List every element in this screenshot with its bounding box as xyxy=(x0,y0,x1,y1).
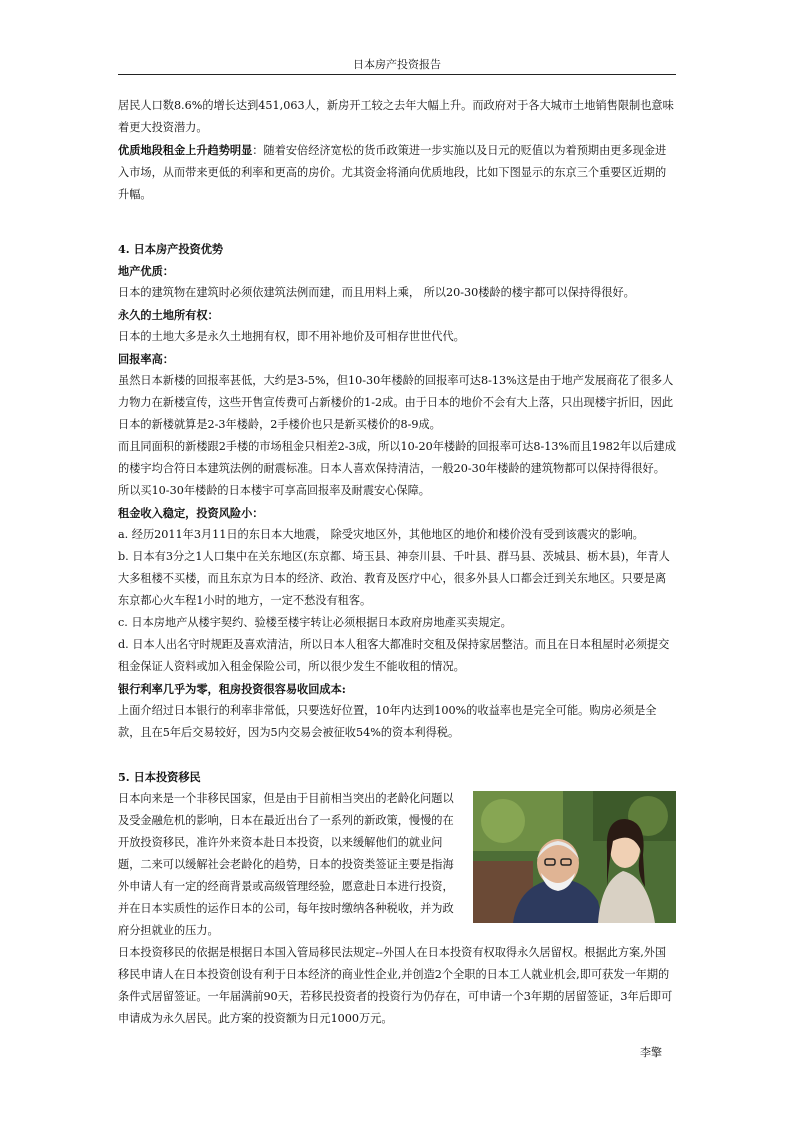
quality-text: 日本的建筑物在建筑时必须依建筑法例而建，而且用料上乘， 所以20-30楼龄的楼宇都可以保持得很好。 xyxy=(118,286,635,299)
freehold-text: 日本的土地大多是永久土地拥有权，即不用补地价及可相存世世代代。 xyxy=(118,330,465,343)
yield-heading: 回报率高： xyxy=(118,352,174,366)
rent-trend-label: 优质地段租金上升趋势明显 xyxy=(118,143,253,157)
quality-heading: 地产优质： xyxy=(118,264,174,278)
intro-paragraph: 居民人口数8.6%的增长达到451,063人，新房开工较之去年大幅上升。而政府对于各大城市土地销售限制也意味着更大投资潜力。 xyxy=(118,99,674,134)
interest-rate-heading: 银行利率几乎为零，租房投资很容易收回成本: xyxy=(118,682,346,696)
stable-rent-item-a: a. 经历2011年3月11日的东日本大地震， 除受灾地区外，其他地区的地价和楼价没有受到该震灾的影响。 xyxy=(118,528,644,541)
document-body xyxy=(118,95,676,1030)
yield-text-2: 而且同面积的新楼跟2手楼的市场租金只相差2-3成，所以10-20年楼龄的回报率可达8-13%而且1982年以后建成的楼宇均合符日本建筑法例的耐震标准。日本人喜欢保持清洁，一般20-30年楼龄的建筑物都可以保持得很好。所以买10-30年楼龄的日本楼宇可享高回报率及耐震安心保障。 xyxy=(118,440,676,497)
immigration-intro-text: 日本向来是一个非移民国家，但是由于目前相当突出的老龄化问题以及受金融危机的影响，日本在最近出台了一系列的新政策，慢慢的在开放投资移民，准许外来资本赴日本投资，以来缓解他们的就业问题，二来可以缓解社会老龄化的趋势，日本的投资类签证主要是指海外申请人有一定的经商背景或高级管理经验，愿意赴日本进行投资，并在日本实质性的运作日本的公司，每年按时缴纳各种税收，并为政府分担就业的压力。 xyxy=(118,792,454,937)
section-4-title: 4. 日本房产投资优势 xyxy=(118,242,224,256)
page-footer xyxy=(640,1044,662,1060)
stable-rent-item-c: c. 日本房地产从楼宇契约、验楼至楼宇转让必须根据日本政府房地產买卖規定。 xyxy=(118,616,512,629)
section-5-title: 5. 日本投资移民 xyxy=(118,770,201,784)
yield-text-1: 虽然日本新楼的回报率甚低，大约是3-5%，但10-30年楼龄的回报率可达8-13%这是由于地产发展商花了很多人力物力在新楼宣传，这些开售宣传费可占新楼价的1-2成。由于日本的地价不会有大上落，只出现楼宇折旧，因此日本的新楼就算是2-3年楼龄，2手楼价也只是新买楼价的8-9成。 xyxy=(118,374,674,431)
rent-trend-paragraph xyxy=(118,139,676,206)
page-header xyxy=(118,56,676,75)
header-title: 日本房产投资报告 xyxy=(353,58,441,71)
freehold-heading: 永久的土地所有权： xyxy=(118,308,219,322)
author-name: 李擎 xyxy=(640,1046,662,1059)
rent-trend-text: ：随着安倍经济宽松的货币政策进一步实施以及日元的贬值以为着预期由更多现金进入市场，从而带来更低的利率和更高的房价。尤其资金将涌向优质地段，比如下图显示的东京三个重要区近期的升幅。 xyxy=(118,144,667,201)
stable-rent-item-b: b. 日本有3分之1人口集中在关东地区(东京都、埼玉县、神奈川县、千叶县、群马县、茨城县、栃木县)，年青人大多租楼不买楼，而且东京为日本的经济、政治、教育及医疗中心，很多外县人口都会迁到关东地区。只要是离东京都心火车程1小时的地方，一定不愁没有租客。 xyxy=(118,550,670,607)
interest-rate-text: 上面介绍过日本银行的利率非常低，只要选好位置，10年内达到100%的收益率也是完全可能。购房必须是全款，且在5年后交易较好，因为5内交易会被征收54%的资本利得税。 xyxy=(118,704,657,739)
immigration-basis-text: 日本投资移民的依据是根据日本国入管局移民法规定--外国人在日本投资有权取得永久居留权。根据此方案,外国移民申请人在日本投资创设有利于日本经济的商业性企业,并创造2个全职的日本工人就业机会,即可获发一年期的条件式居留签证。一年届满前90天，若移民投资者的投资行为仍存在，可申请一个3年期的居留签证，3年后即可申请成为永久居民。此方案的投资额为日元1000万元。 xyxy=(118,946,673,1025)
stable-rent-heading: 租金收入稳定，投资风险小： xyxy=(118,506,264,520)
section-5-body xyxy=(118,788,676,1030)
stable-rent-item-d: d. 日本人出名守时规距及喜欢清洁，所以日本人租客大都准时交租及保持家居整洁。而且在日本租屋时必须提交租金保证人资料或加入租金保险公司，所以很少发生不能收租的情况。 xyxy=(118,638,670,673)
portrait-photo xyxy=(473,791,676,923)
